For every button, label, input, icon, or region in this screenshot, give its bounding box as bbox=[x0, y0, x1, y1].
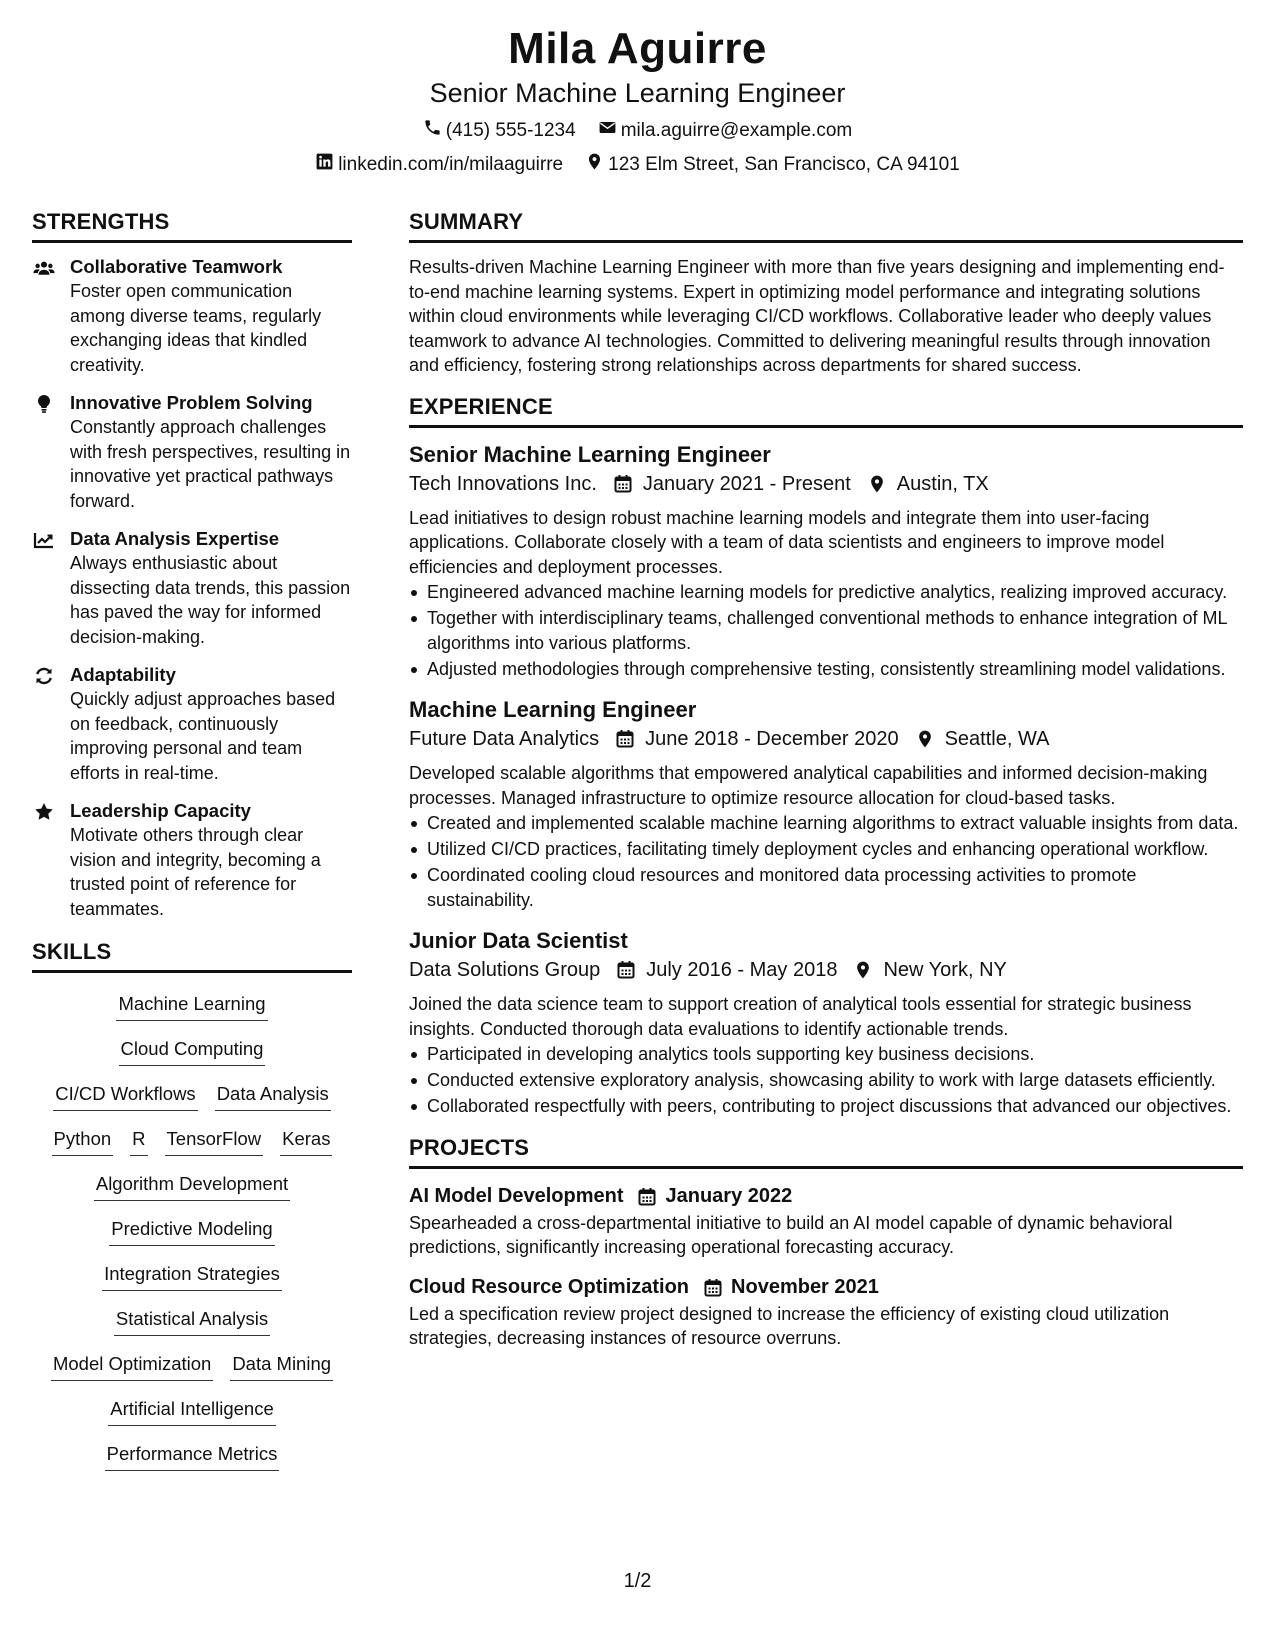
strengths-heading: STRENGTHS bbox=[32, 207, 352, 243]
skills-heading: SKILLS bbox=[32, 937, 352, 973]
skill-tag: Cloud Computing bbox=[119, 1036, 266, 1066]
job-bullet: Collaborated respectfully with peers, contributing to project discussions that advanced our objectives. bbox=[409, 1094, 1243, 1119]
linkedin-text[interactable]: linkedin.com/in/milaaguirre bbox=[338, 154, 564, 175]
skill-tag: Data Mining bbox=[230, 1351, 333, 1381]
project-title: Cloud Resource Optimization bbox=[409, 1275, 690, 1298]
job-company: Tech Innovations Inc. bbox=[409, 472, 597, 495]
job-bullet: Adjusted methodologies through comprehensive testing, consistently streamlining model validations. bbox=[409, 657, 1243, 682]
skill-tag: Data Analysis bbox=[215, 1081, 331, 1111]
skill-row bbox=[32, 1261, 352, 1306]
job-bullets bbox=[409, 811, 1243, 912]
job-title: Junior Data Scientist bbox=[409, 928, 628, 953]
strength-desc: Foster open communication among diverse teams, regularly exchanging ideas that kindled creativity. bbox=[70, 281, 322, 375]
strength-desc: Always enthusiastic about dissecting data trends, this passion has paved the way for informed decision-making. bbox=[70, 553, 351, 647]
users-icon bbox=[32, 255, 56, 377]
project-title: AI Model Development bbox=[409, 1184, 624, 1207]
skill-tag: Machine Learning bbox=[116, 991, 267, 1021]
skill-tag: TensorFlow bbox=[165, 1126, 264, 1156]
contact-phone bbox=[423, 118, 576, 144]
strength-title: Leadership Capacity bbox=[70, 800, 251, 821]
skill-tag: Statistical Analysis bbox=[114, 1306, 270, 1336]
projects-heading: PROJECTS bbox=[409, 1133, 1243, 1169]
summary-text: Results-driven Machine Learning Engineer with more than five years designing and implementing end-to-end machine learning systems. Expert in optimizing model performance and integrating solutions within cloud environments while leveraging CI/CD workflows. Collaborative leader who deeply values teamwork to advance AI technologies. Committed to delivering meaningful results through innovation and efficiency, fostering strong relationships across departments for shared success. bbox=[409, 257, 1225, 375]
job-location: New York, NY bbox=[883, 959, 1007, 981]
job-description: Joined the data science team to support creation of analytical tools essential for strategic business insights. Conducted thorough data evaluations to identify actionable trends. bbox=[409, 994, 1192, 1039]
contact-row-2 bbox=[0, 152, 1275, 178]
map-pin-icon bbox=[915, 729, 935, 749]
strength-item bbox=[32, 663, 352, 785]
job-dates: January 2021 - Present bbox=[642, 472, 851, 495]
job-entry bbox=[409, 695, 1243, 912]
strength-desc: Motivate others through clear vision and integrity, becoming a trusted point of reference for teammates. bbox=[70, 825, 321, 919]
email-text[interactable]: mila.aguirre@example.com bbox=[620, 120, 853, 141]
skill-tag: R bbox=[130, 1126, 147, 1156]
project-date: January 2022 bbox=[665, 1184, 793, 1207]
skill-row bbox=[32, 1081, 352, 1126]
job-bullet: Together with interdisciplinary teams, challenged conventional methods to enhance integration of ML algorithms into various platforms. bbox=[409, 606, 1243, 655]
contact-row-1 bbox=[0, 118, 1275, 144]
job-company: Data Solutions Group bbox=[409, 959, 601, 981]
strength-item bbox=[32, 255, 352, 377]
skill-row bbox=[32, 1171, 352, 1216]
candidate-title: Senior Machine Learning Engineer bbox=[429, 78, 846, 108]
calendar-icon bbox=[613, 474, 633, 494]
strength-title: Data Analysis Expertise bbox=[70, 528, 280, 549]
strength-title: Innovative Problem Solving bbox=[70, 392, 313, 413]
job-dates: June 2018 - December 2020 bbox=[645, 728, 899, 750]
skill-row bbox=[32, 1126, 352, 1171]
strength-item bbox=[32, 799, 352, 921]
job-meta bbox=[409, 725, 1243, 753]
envelope-icon bbox=[598, 118, 617, 144]
skill-tag: CI/CD Workflows bbox=[53, 1081, 197, 1111]
page-number: 1/2 bbox=[623, 1570, 652, 1592]
phone-icon bbox=[423, 118, 442, 144]
job-title: Senior Machine Learning Engineer bbox=[409, 441, 771, 467]
contact-linkedin[interactable] bbox=[315, 152, 563, 178]
contact-address bbox=[585, 152, 960, 178]
strength-desc: Constantly approach challenges with fresh perspectives, resulting in innovative yet practical pathways forward. bbox=[70, 417, 351, 511]
calendar-icon bbox=[637, 1186, 657, 1206]
candidate-name: Mila Aguirre bbox=[508, 24, 767, 73]
job-bullets bbox=[409, 1042, 1243, 1119]
chart-line-icon bbox=[32, 527, 56, 649]
skill-row bbox=[32, 1306, 352, 1351]
summary-heading: SUMMARY bbox=[409, 207, 1243, 243]
job-bullet: Created and implemented scalable machine learning algorithms to extract valuable insights from data. bbox=[409, 811, 1243, 836]
right-column bbox=[409, 207, 1243, 1363]
map-pin-icon bbox=[867, 474, 887, 494]
skill-tag: Keras bbox=[280, 1126, 332, 1156]
resume-header bbox=[0, 22, 1275, 178]
skill-tag: Algorithm Development bbox=[94, 1171, 290, 1201]
contact-email[interactable] bbox=[598, 118, 853, 144]
job-description: Developed scalable algorithms that empowered analytical capabilities and informed decision-making processes. Managed infrastructure to optimize resource allocation for cloud-based tasks. bbox=[409, 763, 1208, 808]
strength-item bbox=[32, 391, 352, 513]
job-dates: July 2016 - May 2018 bbox=[646, 959, 838, 981]
job-company: Future Data Analytics bbox=[409, 728, 600, 750]
job-meta bbox=[409, 956, 1243, 984]
sync-icon bbox=[32, 663, 56, 785]
strength-title: Collaborative Teamwork bbox=[70, 256, 283, 277]
skill-tag: Predictive Modeling bbox=[109, 1216, 274, 1246]
job-entry bbox=[409, 440, 1243, 682]
job-title: Machine Learning Engineer bbox=[409, 697, 697, 722]
project-header bbox=[409, 1272, 1243, 1302]
skill-row bbox=[32, 1441, 352, 1486]
project-header bbox=[409, 1181, 1243, 1211]
job-bullet: Coordinated cooling cloud resources and monitored data processing activities to promote sustainability. bbox=[409, 863, 1243, 912]
job-bullet: Participated in developing analytics tools supporting key business decisions. bbox=[409, 1042, 1243, 1067]
job-location: Seattle, WA bbox=[944, 728, 1050, 750]
skill-row bbox=[32, 1396, 352, 1441]
skill-row bbox=[32, 1216, 352, 1261]
map-pin-icon bbox=[585, 152, 604, 178]
job-meta bbox=[409, 470, 1243, 498]
job-description: Lead initiatives to design robust machine learning models and integrate them into user-facing applications. Collaborate closely with a team of data scientists and engineers to improve model efficiencies and deployment processes. bbox=[409, 507, 1165, 577]
address-text: 123 Elm Street, San Francisco, CA 94101 bbox=[608, 154, 960, 175]
project-description: Spearheaded a cross-departmental initiative to build an AI model capable of dynamic behavioral predictions, significantly increasing operational forecasting accuracy. bbox=[409, 1212, 1173, 1257]
skill-tag: Integration Strategies bbox=[102, 1261, 282, 1291]
job-bullets bbox=[409, 580, 1243, 681]
experience-list bbox=[409, 440, 1243, 1119]
left-column bbox=[32, 207, 352, 1486]
skill-tag: Artificial Intelligence bbox=[108, 1396, 276, 1426]
calendar-icon bbox=[616, 960, 636, 980]
skill-tag: Model Optimization bbox=[51, 1351, 213, 1381]
skill-row bbox=[32, 991, 352, 1036]
phone-text: (415) 555-1234 bbox=[445, 120, 576, 141]
skill-row bbox=[32, 1351, 352, 1396]
skill-tag: Python bbox=[52, 1126, 114, 1156]
skills-list bbox=[32, 985, 352, 1486]
job-bullet: Utilized CI/CD practices, facilitating timely deployment cycles and enhancing operational workflow. bbox=[409, 837, 1243, 862]
project-entry bbox=[409, 1181, 1243, 1260]
project-description: Led a specification review project designed to increase the efficiency of existing cloud utilization strategies, decreasing instances of resource overruns. bbox=[409, 1303, 1170, 1348]
job-bullet: Conducted extensive exploratory analysis, showcasing ability to work with large datasets efficiently. bbox=[409, 1068, 1243, 1093]
strength-title: Adaptability bbox=[70, 664, 176, 685]
job-entry bbox=[409, 926, 1243, 1119]
project-date: November 2021 bbox=[731, 1275, 879, 1298]
linkedin-icon bbox=[315, 152, 334, 178]
lightbulb-icon bbox=[32, 391, 56, 513]
experience-heading: EXPERIENCE bbox=[409, 392, 1243, 428]
skill-tag: Performance Metrics bbox=[105, 1441, 280, 1471]
job-location: Austin, TX bbox=[896, 472, 989, 495]
calendar-icon bbox=[703, 1277, 723, 1297]
job-bullet: Engineered advanced machine learning models for predictive analytics, realizing improved accuracy. bbox=[409, 580, 1243, 605]
map-pin-icon bbox=[853, 960, 873, 980]
strength-desc: Quickly adjust approaches based on feedback, continuously improving personal and team efforts in real-time. bbox=[70, 689, 336, 783]
project-entry bbox=[409, 1272, 1243, 1351]
projects-list bbox=[409, 1181, 1243, 1351]
calendar-icon bbox=[615, 729, 635, 749]
strength-item bbox=[32, 527, 352, 649]
star-icon bbox=[32, 799, 56, 921]
skill-row bbox=[32, 1036, 352, 1081]
